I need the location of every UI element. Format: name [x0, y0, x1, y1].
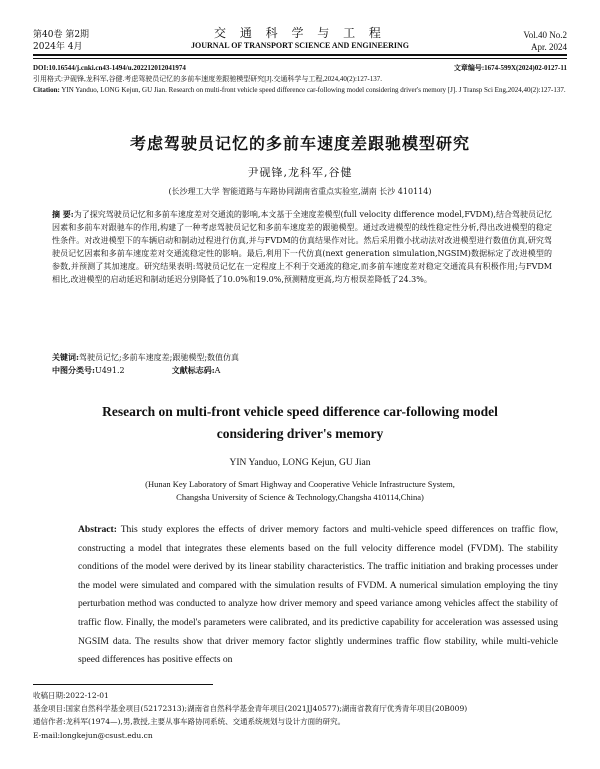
received-date: 收稿日期:2022-12-01	[33, 691, 109, 700]
clc-label: 中图分类号:	[52, 365, 95, 375]
affiliation-en-line-2: Changsha University of Science & Technology,Changsha 410114,China)	[176, 492, 424, 502]
citation-en-text: YIN Yanduo, LONG Kejun, GU Jian. Research on multi-front vehicle speed difference car-following model considering driver's memory [J]. J Transp Sci Eng,2024,40(2):127-137.	[59, 86, 566, 94]
title-en	[40, 401, 560, 445]
volume-issue-en: Vol.40 No.2	[523, 30, 567, 40]
header-volume-en	[523, 29, 567, 53]
keywords-cn-label: 关键词:	[52, 352, 79, 362]
header-volume-cn	[33, 29, 89, 53]
abstract-cn-text: 为了探究驾驶员记忆和多前车速度差对交通流的影响,本文基于全速度差模型(full velocity difference model,FVDM),结合驾驶员记忆因素和多前车对跟驰车的作用,构建了一种考虑驾驶员记忆和多前车速度差的跟驰模型。通过改进模型的线性稳定性分析,得出改进模型的稳定性条件。对改进模型下的车辆启动和制动过程进行仿真,并与FVDM的仿真结果作对比。然后采用微小扰动法对改进模型进行数值仿真,研究驾驶员记忆因素和多前车速度差对交通流稳定性的影响。最后,利用下一代仿真(next generation simulation,NGSIM)数据标定了改进模型的参数,并预测了其加速度。研究结果表明:驾驶员记忆在一定程度上不利于交通流的稳定,而多前车速度差对稳定交通流具有积极作用;与FVDM相比,改进模型的启动延迟和制动延迟分别降低了10.0%和19.0%,预测精度更高,均方根误差降低了24.3%。	[52, 210, 552, 284]
citation-cn: 引用格式:尹砚锋,龙科军,谷健.考虑驾驶员记忆的多前车速度差跟驰模型研究[J].交通科学与工程,2024,40(2):127-137.	[33, 75, 383, 83]
abstract-en-text: This study explores the effects of driver memory factors and multi-vehicle speed differences on traffic flow, constructing a model that integrates these elements based on the full velocity difference model (FVDM). The stability conditions of the model were derived by its linear stability characteristics. The traffic initiation and braking processes under the model were simulated and compared with the simulation results of FVDM. A numerical simulation employing the tiny perturbation method was conducted to analyze how driver memory and speed variance among vehicles affect the stability of traffic flow. Finally, the model's parameters were calibrated, and its predictive capability for acceleration was assessed using NGSIM data. The results show that driver memory factor slightly undermines traffic flow stability, while multi-vehicle speed differences has positive effects on	[78, 524, 558, 666]
footnote-rule	[33, 684, 213, 685]
affiliation-cn: (长沙理工大学 智能道路与车路协同湖南省重点实验室,湖南 长沙 410114)	[168, 187, 432, 196]
clc-code: U491.2	[94, 366, 125, 375]
abstract-en	[78, 521, 558, 670]
doi-row	[33, 63, 567, 74]
journal-name-en: JOURNAL OF TRANSPORT SCIENCE AND ENGINEERING	[190, 41, 410, 50]
title-en-line-2: considering driver's memory	[216, 426, 384, 441]
doc-code: A	[214, 366, 221, 375]
abstract-cn	[52, 208, 552, 286]
keywords-cn-text: 驾驶员记忆;多前车速度差;跟驰模型;数值仿真	[78, 353, 240, 362]
meta-block	[33, 63, 567, 96]
journal-name-cn: 交 通 科 学 与 工 程	[214, 26, 386, 40]
volume-issue-cn: 第40卷 第2期	[33, 30, 90, 40]
affiliation-en	[33, 478, 567, 504]
authors-cn: 尹砚锋,龙科军,谷健	[247, 166, 353, 179]
title-cn: 考虑驾驶员记忆的多前车速度差跟驰模型研究	[129, 134, 470, 153]
doi[interactable]: DOI:10.16544/j.cnki.cn43-1494/u.202212012041974	[33, 64, 186, 72]
footnotes	[33, 689, 567, 742]
classification-row	[52, 364, 552, 377]
abstract-en-label: Abstract:	[78, 524, 117, 535]
corresponding-author: 通信作者:龙科军(1974—),男,教授,主要从事车路协同系统、交通系统规划与设计方面的研究。	[33, 717, 346, 727]
journal-name	[150, 27, 450, 52]
authors-en: YIN Yanduo, LONG Kejun, GU Jian	[229, 458, 371, 468]
affiliation-en-line-1: (Hunan Key Laboratory of Smart Highway and Cooperative Vehicle Infrastructure System,	[145, 479, 455, 489]
date-en: Apr. 2024	[531, 42, 567, 52]
abstract-cn-label: 摘 要:	[52, 209, 74, 219]
citation-en-label: Citation:	[33, 86, 60, 94]
article-number: 文章编号:1674-599X(2024)02-0127-11	[453, 64, 567, 72]
keywords-cn	[52, 351, 552, 364]
doc-code-label: 文献标志码:	[171, 365, 215, 375]
citation-en	[33, 85, 567, 96]
fund-info: 基金项目:国家自然科学基金项目(52172313);湖南省自然科学基金青年项目(2021JJ40577);湖南省教育厅优秀青年项目(20B009)	[33, 704, 468, 714]
email[interactable]: E-mail:longkejun@csust.edu.cn	[33, 730, 153, 740]
date-cn: 2024年 4月	[33, 42, 83, 52]
header-rule-thin	[33, 58, 567, 59]
header-rule-thick	[33, 54, 567, 56]
title-en-line-1: Research on multi-front vehicle speed difference car-following model	[102, 404, 498, 419]
